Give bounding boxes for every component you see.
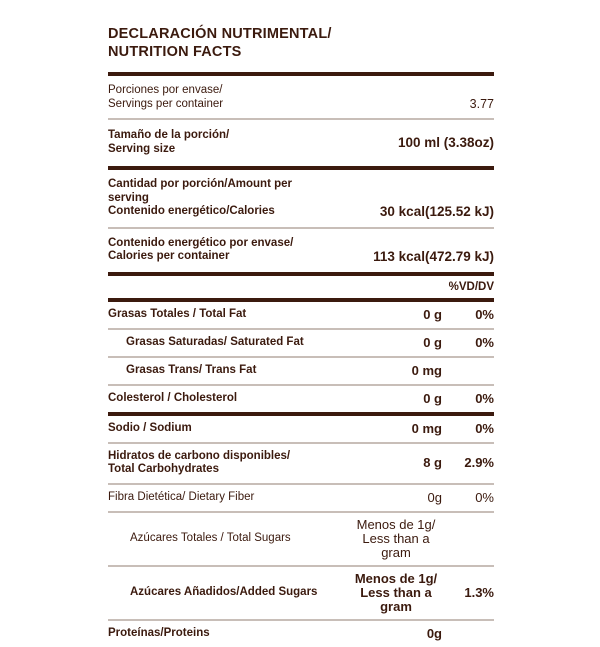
nutrient-dv: 0%	[475, 334, 494, 350]
servings-per-container-block	[108, 76, 494, 118]
table-row	[108, 358, 494, 384]
nutrient-amount: 0 mg	[411, 362, 442, 378]
nutrient-amount: 0g	[426, 625, 442, 641]
nutrient-label: Proteínas/Proteins	[108, 626, 210, 639]
table-row	[108, 416, 494, 442]
nutrient-amount: 0g	[427, 489, 442, 505]
nutrient-label: Grasas Totales / Total Fat	[108, 307, 247, 320]
nutrient-dv: 0%	[475, 489, 494, 505]
table-row	[108, 485, 494, 511]
title-line-spanish: DECLARACIÓN NUTRIMENTAL/	[108, 26, 332, 42]
calories-per-container-value: 113 kcal(472.79 kJ)	[373, 248, 494, 264]
table-row	[108, 513, 494, 565]
nutrient-dv: 0%	[475, 306, 494, 322]
nutrient-label: Sodio / Sodium	[108, 421, 192, 434]
calories-per-container-label: Contenido energético por envase/ Calories per container	[108, 236, 294, 262]
serving-size-block	[108, 120, 494, 166]
nutrient-label: Azúcares Totales / Total Sugars	[130, 531, 291, 544]
daily-value-header: %VD/DV	[448, 280, 494, 293]
nutrient-label: Fibra Dietética/ Dietary Fiber	[108, 490, 255, 503]
nutrient-label: Grasas Trans/ Trans Fat	[126, 363, 257, 376]
nutrient-label: Hidratos de carbono disponibles/ Total Carbohydrates	[108, 449, 291, 475]
calories-per-serving-block	[108, 170, 494, 227]
servings-per-container-label: Porciones por envase/ Servings per container	[108, 84, 224, 110]
nutrition-facts-label	[108, 0, 494, 647]
serving-size-label: Tamaño de la porción/ Serving size	[108, 129, 230, 155]
nutrient-amount: 0 mg	[411, 420, 442, 436]
nutrient-label: Azúcares Añadidos/Added Sugars	[130, 585, 318, 598]
table-row	[108, 567, 494, 619]
nutrient-dv: 0%	[475, 420, 494, 436]
nutrient-amount: Menos de 1g/ Less than a gram	[356, 516, 436, 560]
title-line-english: NUTRITION FACTS	[108, 44, 242, 60]
nutrient-amount: 0 g	[423, 390, 442, 406]
nutrient-amount: 0 g	[423, 334, 442, 350]
table-row	[108, 444, 494, 483]
table-row	[108, 302, 494, 328]
nutrient-dv: 1.3%	[464, 584, 494, 600]
nutrient-amount: 8 g	[423, 455, 442, 470]
serving-size-value: 100 ml (3.38oz)	[397, 134, 494, 150]
table-row	[108, 330, 494, 356]
table-row	[108, 621, 494, 647]
table-row	[108, 386, 494, 412]
nutrient-dv: 0%	[475, 390, 494, 406]
calories-per-serving-label: Cantidad por porción/Amount per serving Contenido energético/Calories	[108, 178, 292, 217]
calories-per-container-block	[108, 229, 494, 272]
nutrient-amount: Menos de 1g/ Less than a gram	[354, 570, 438, 614]
page-title	[108, 0, 494, 61]
servings-per-container-value: 3.77	[469, 97, 494, 111]
nutrient-label: Grasas Saturadas/ Saturated Fat	[126, 335, 304, 348]
nutrient-amount: 0 g	[423, 306, 442, 322]
nutrient-label: Colesterol / Cholesterol	[108, 391, 238, 404]
calories-per-serving-value: 30 kcal(125.52 kJ)	[379, 203, 494, 219]
nutrient-dv: 2.9%	[464, 455, 494, 470]
